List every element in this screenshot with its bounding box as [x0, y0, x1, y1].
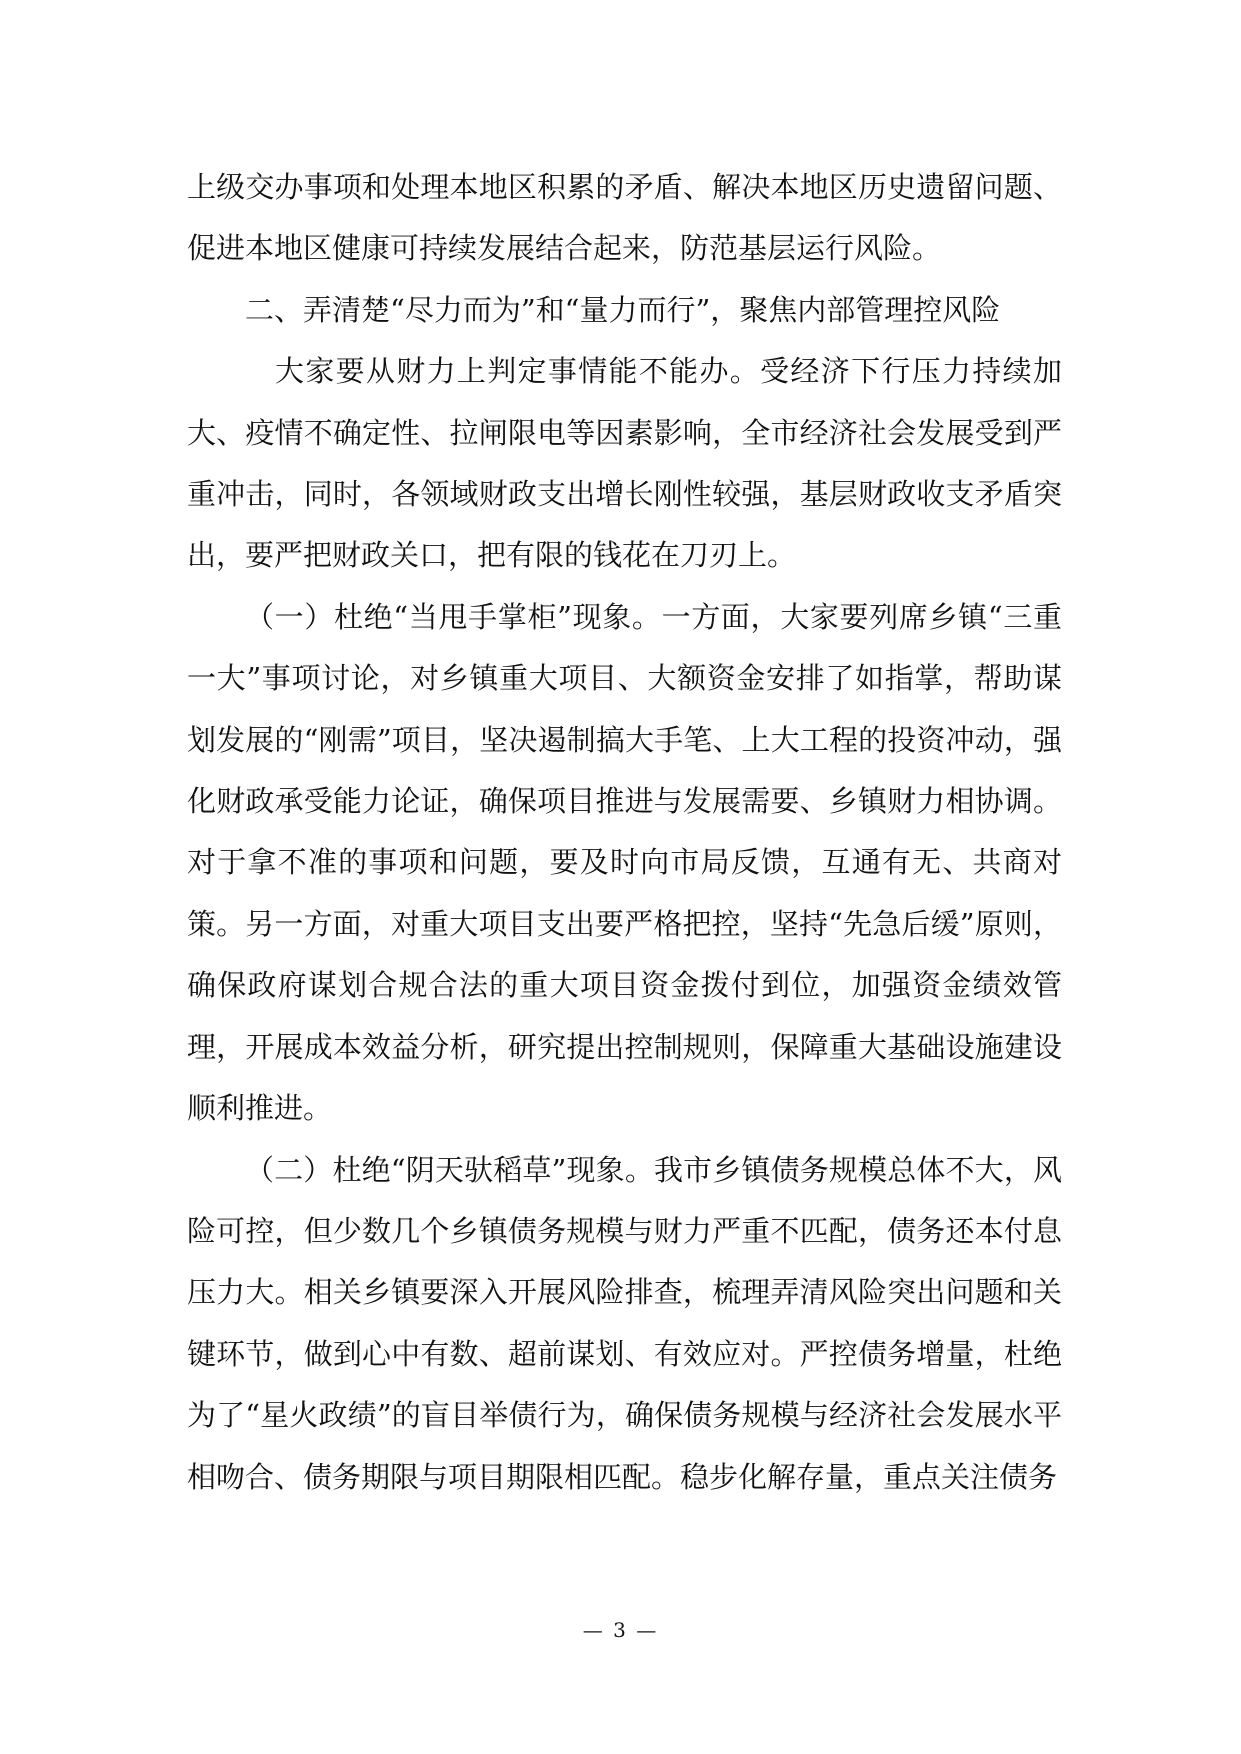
section-heading: 二、弄清楚“尽力而为”和“量力而行”，聚焦内部管理控风险 — [245, 292, 1001, 327]
paragraph-finance-judgement: 大家要从财力上判定事情能不能办。受经济下行压力持续加大、疫情不确定性、拉闸限电等因素影响，全市经济社会发展受到严重冲击，同时，各领域财政支出增长刚性较强，基层财政收支矛盾突出，要严把财政关口，把有限的钱花在刀刃上。 — [187, 354, 1062, 573]
paragraph-subsection-one: （一）杜绝“当甩手掌柜”现象。一方面，大家要列席乡镇“三重一大”事项讨论，对乡镇重大项目、大额资金安排了如指掌，帮助谋划发展的“刚需”项目，坚决遏制搞大手笔、上大工程的投资冲动，强化财政承受能力论证，确保项目推进与发展需要、乡镇财力相协调。对于拿不准的事项和问题，要及时向市局反馈，互通有无、共商对策。另一方面，对重大项目支出要严格把控，坚持“先急后缓”原则，确保政府谋划合规合法的重大项目资金拨付到位，加强资金绩效管理，开展成本效益分析，研究提出控制规则，保障重大基础设施建设顺利推进。 — [187, 599, 1062, 1126]
page-number: — 3 — — [582, 1618, 659, 1642]
paragraph-subsection-two: （二）杜绝“阴天驮稻草”现象。我市乡镇债务规模总体不大，风险可控，但少数几个乡镇债务规模与财力严重不匹配，债务还本付息压力大。相关乡镇要深入开展风险排查，梳理弄清风险突出问题和关键环节，做到心中有数、超前谋划、有效应对。严控债务增量，杜绝为了“星火政绩”的盲目举债行为，确保债务规模与经济社会发展水平相吻合、债务期限与项目期限相匹配。稳步化解存量，重点关注债务 — [187, 1152, 1062, 1494]
document-body — [187, 157, 1062, 1508]
paragraph-continuation: 上级交办事项和处理本地区积累的矛盾、解决本地区历史遗留问题、促进本地区健康可持续发展结合起来，防范基层运行风险。 — [187, 170, 1062, 266]
